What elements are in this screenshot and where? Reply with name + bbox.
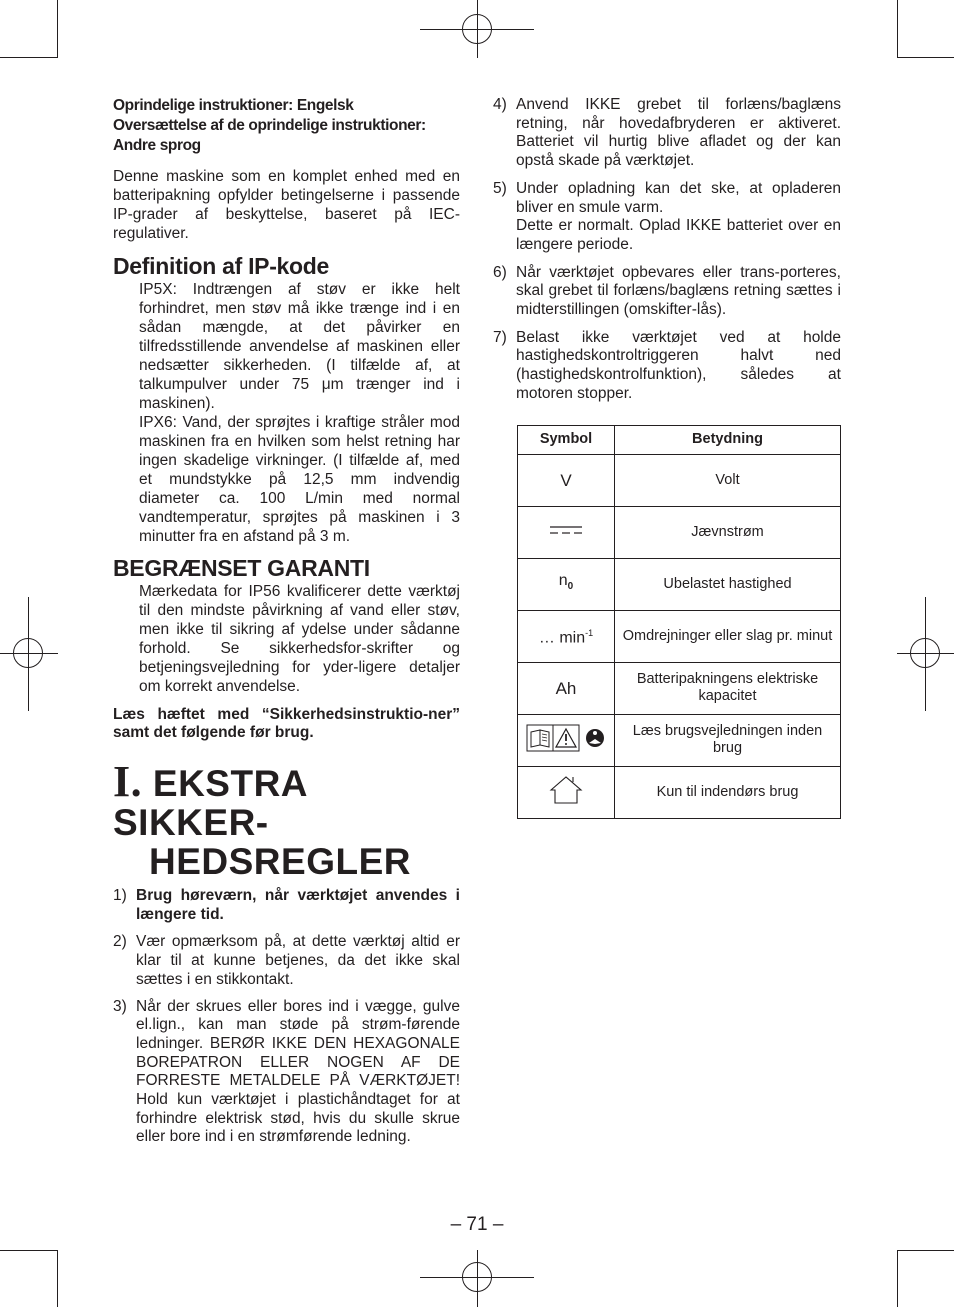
read-instructions-note: Læs hæftet med “Sikkerhedsinstruktio-ner” samt det følgende før brug. — [113, 706, 460, 741]
meaning-cell: Volt — [615, 454, 841, 506]
symbol-column-header: Symbol — [518, 425, 615, 454]
ipx6-paragraph: IPX6: Vand, der sprøjtes i kraftige stråler mod maskinen fra en hvilken som helst retning har ingen skadelige virkninger. (I tilfælde af, med et mundstykke på 12,5 mm indvendig diameter ca. 100 L/min med normal vandtemperatur, sprøjtes på maskinen i 3 minutter fra en afstand på 3 m. — [139, 414, 460, 545]
meaning-cell: Kun til indendørs brug — [615, 766, 841, 818]
meaning-cell: Ubelastet hastighed — [615, 558, 841, 610]
house-icon — [548, 774, 584, 806]
language-line-3: Andre sprog — [113, 137, 201, 154]
section-roman-numeral: I. — [113, 757, 143, 806]
right-column — [493, 96, 841, 819]
list-item: 3) Når der skrues eller bores ind i vægge, gulve el.lign., kan man støde på strøm-førende ledninger. BERØR IKKE DEN HEXAGONALE BOREPATRON ELLER NOGEN AF DE FORRESTE METALDELE PÅ VÆRKTØJET! Hold kun værktøjet i plastichåndtaget for at forhindre elektrisk stød, hvis du skulle skrue eller bore ind i en strømførende ledning. — [113, 997, 460, 1146]
symbol-cell — [518, 506, 615, 558]
left-column — [113, 96, 460, 1147]
list-item: 1) Brug høreværn, når værktøjet anvendes i længere tid. — [113, 887, 460, 923]
list-item: 6) Når værktøjet opbevares eller trans-porteres, skal grebet til forlæns/baglæns retning sættes i midterstillingen (omskifter-lås). — [493, 263, 841, 319]
meaning-column-header: Betydning — [615, 425, 841, 454]
table-row — [518, 662, 841, 714]
symbol-cell — [518, 766, 615, 818]
symbol-table — [517, 425, 841, 819]
warranty-paragraph: Mærkedata for IP56 kvalificerer dette værktøj til den mindste påvirkning af vand eller støv, men ikke til sikring af ydelse under sådanne forhold. Se sikkerhedsfor-skrifter og betjeningsvejledning for yder-ligere detaljer om korrekt anvendelse. — [139, 583, 460, 695]
symbol-cell: … $\min^{-1}$ — [518, 610, 615, 662]
meaning-cell: Batteripakningens elektriske kapacitet — [615, 662, 841, 714]
table-row — [518, 766, 841, 818]
list-item: 7) Belast ikke værktøjet ved at holde hastighedskontroltriggeren halvt ned (hastighedskontrolfunktion), således at motoren stopper. — [493, 328, 841, 402]
symbol-cell: Ah — [518, 662, 615, 714]
symbol-cell: $n_0$ — [518, 558, 615, 610]
dc-current-icon — [548, 524, 584, 536]
rules-list-left — [113, 887, 460, 1147]
ip-code-heading: Definition af IP-kode — [113, 253, 330, 279]
page-number: – 71 – — [450, 1214, 504, 1235]
ip5x-paragraph: IP5X: Indtrængen af støv er ikke helt forhindret, men støv må ikke trænge ind i en sådan mængde, at det påvirker en tilfredsstillende anvendelse af maskinen eller nedsætter sikkerheden. (I tilfælde af, at talkumpulver under 75 μm trænger ind i maskinen). — [139, 281, 460, 412]
table-row — [518, 610, 841, 662]
table-row — [518, 714, 841, 766]
table-row — [518, 506, 841, 558]
section-title-line-2: HEDSREGLER — [149, 841, 411, 882]
table-row — [518, 454, 841, 506]
table-header-row — [518, 425, 841, 454]
list-item: 4) Anvend IKKE grebet til forlæns/baglæns retning, når hovedafbryderen er aktiveret. Batteriet vil hurtig blive afladet og der kan opstå skade på værktøjet. — [493, 96, 841, 170]
meaning-cell: Læs brugsvejledningen inden brug — [615, 714, 841, 766]
list-item: 5) Under opladning kan det ske, at opladeren bliver en smule varm. Dette er normalt. Oplad IKKE batteriet over en længere periode. — [493, 179, 841, 253]
section-title-line-1: I. EKSTRA SIKKER- — [113, 757, 307, 843]
language-line-1: Oprindelige instruktioner: Engelsk — [113, 97, 354, 114]
warranty-heading: BEGRÆNSET GARANTI — [113, 555, 370, 581]
meaning-cell: Omdrejninger eller slag pr. minut — [615, 610, 841, 662]
symbol-cell — [518, 714, 615, 766]
language-line-2: Oversættelse af de oprindelige instruktioner: — [113, 117, 426, 134]
intro-paragraph: Denne maskine som en komplet enhed med en batteripakning opfylder betingelserne i passende IP-grader af beskyttelse, baseret på IEC-regulativer. — [113, 168, 460, 242]
manual-warning-icons — [526, 724, 606, 752]
table-row — [518, 558, 841, 610]
list-item: 2) Vær opmærksom på, at dette værktøj altid er klar til at kunne betjenes, da det ikke skal sættes i en stikkontakt. — [113, 933, 460, 988]
section-title — [113, 757, 460, 882]
symbol-cell: V — [518, 454, 615, 506]
meaning-cell: Jævnstrøm — [615, 506, 841, 558]
